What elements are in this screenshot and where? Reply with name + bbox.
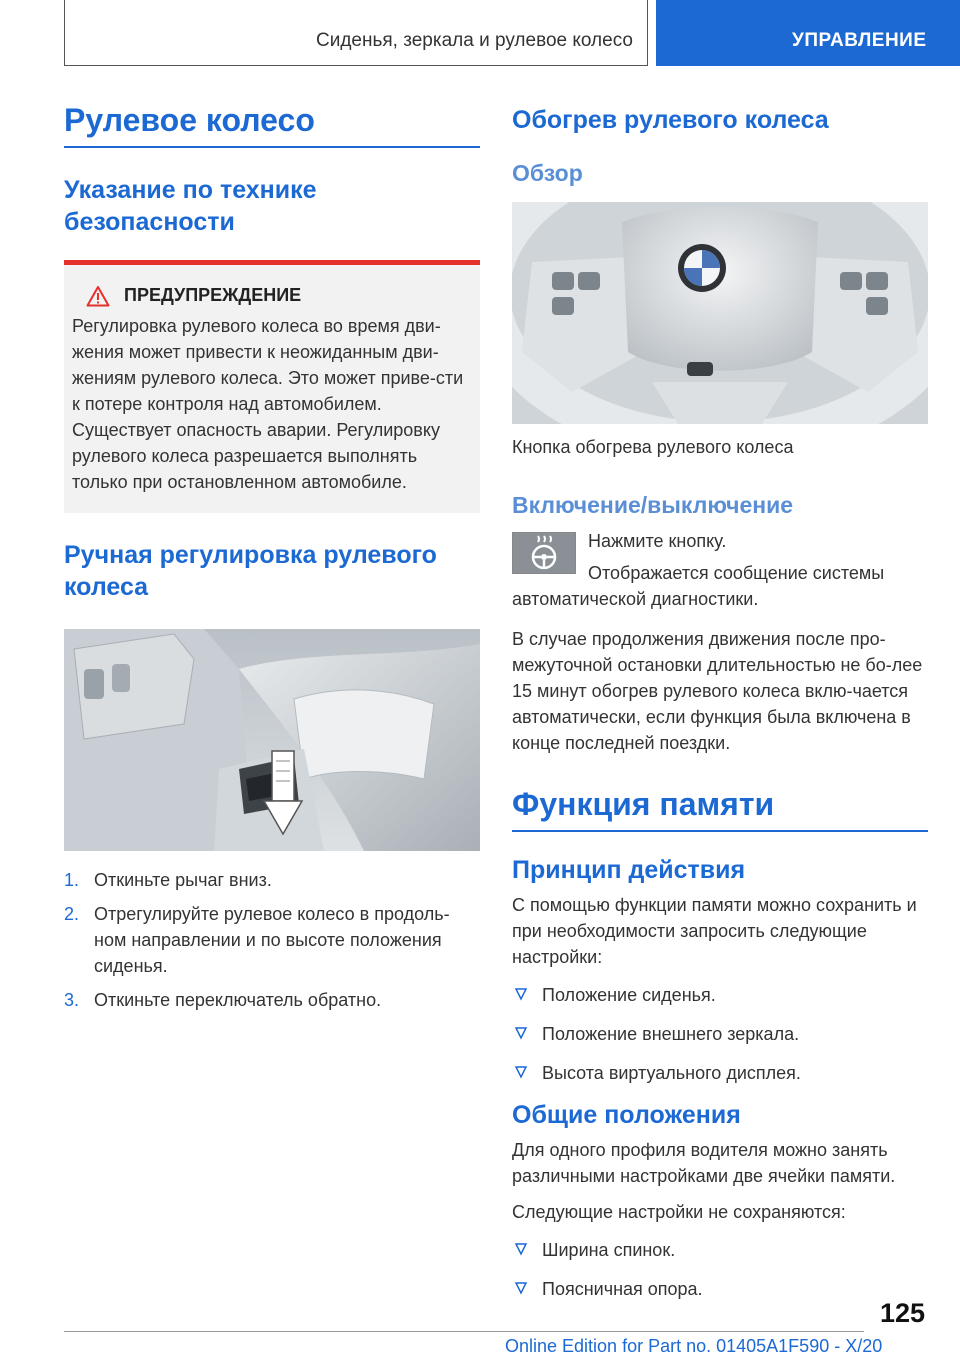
list-item: Положение внешнего зеркала.	[512, 1021, 928, 1048]
triangle-bullet-icon	[512, 1021, 542, 1048]
auto-heating-paragraph: В случае продолжения движения после про-межуточной остановки длительностью не бо-лее 15 минут обогрев рулевого колеса вклю-чается автоматически, если функция была включена в конце последней поездки.	[512, 629, 923, 753]
list-item: Высота виртуального дисплея.	[512, 1060, 928, 1087]
footer-edition: Online Edition for Part no. 01405A1F590 - X/20	[505, 1336, 883, 1356]
steering-column-lever-image	[64, 629, 480, 851]
title-rule	[64, 146, 480, 148]
warning-title: ПРЕДУПРЕЖДЕНИЕ	[124, 285, 302, 305]
list-item: 3. Откиньте переключатель обратно.	[64, 989, 382, 1010]
memory-title-rule	[512, 830, 928, 832]
not-saved-text: Следующие настройки не сохраняются:	[512, 1201, 846, 1222]
not-saved-list	[512, 1237, 928, 1303]
list-item: 2. Отрегулируйте рулевое колесо в продоль-ном направлении и по высоте положения сиденья.	[64, 903, 450, 976]
image-caption: Кнопка обогрева рулевого колеса	[512, 437, 794, 457]
principle-heading: Принцип действия	[512, 855, 746, 884]
memory-function-title: Функция памяти	[512, 786, 775, 822]
list-item: 1. Откиньте рычаг вниз.	[64, 869, 272, 890]
safety-heading: Указание по технике безопасности	[64, 175, 317, 236]
list-item: Ширина спинок.	[512, 1237, 928, 1264]
header-section-box	[64, 0, 648, 66]
general-text: Для одного профиля водителя можно занять различными настройками две ячейки памяти.	[512, 1139, 896, 1186]
diagnostic-message-text: Отображается сообщение системы автоматической диагностики.	[512, 563, 885, 609]
overview-heading: Обзор	[512, 160, 583, 186]
general-heading: Общие положения	[512, 1100, 741, 1129]
manual-adjust-heading: Ручная регулировка рулевого колеса	[64, 540, 437, 601]
steering-wheel-image	[512, 202, 928, 424]
header-section-title: Сиденья, зеркала и рулевое колесо	[316, 30, 633, 51]
press-button-text: Нажмите кнопку.	[588, 531, 727, 551]
warning-box	[64, 260, 480, 513]
triangle-bullet-icon	[512, 1060, 542, 1087]
principle-text: С помощью функции памяти можно сохранить и при необходимости запросить следующие настройки:	[512, 894, 917, 967]
heating-title: Обогрев рулевого колеса	[512, 106, 829, 134]
triangle-bullet-icon	[512, 1237, 542, 1264]
list-item: Положение сиденья.	[512, 982, 928, 1009]
warning-triangle-icon	[86, 285, 110, 307]
warning-text: Регулировка рулевого колеса во время дви-жения может привести к неожиданным дви-жениям рулевого колеса. Это может приве-сти к потере контроля над автомобилем. Существует опасность аварии. Регулировку рулевого колеса разрешается выполнять только при остановленном автомобиле.	[72, 315, 464, 492]
adjust-steps-list	[64, 867, 480, 1013]
header-chapter-title: УПРАВЛЕНИЕ	[792, 30, 927, 51]
triangle-bullet-icon	[512, 1276, 542, 1303]
on-off-heading: Включение/выключение	[512, 492, 794, 518]
heated-steering-button-icon	[512, 532, 576, 574]
heating-button-block	[512, 528, 928, 612]
triangle-bullet-icon	[512, 982, 542, 1009]
left-column	[64, 100, 480, 1021]
memory-settings-list	[512, 982, 928, 1087]
header-chapter-box	[656, 0, 960, 66]
steering-wheel-title: Рулевое колесо	[64, 102, 315, 138]
warning-title-row	[72, 285, 472, 307]
list-item: Поясничная опора.	[512, 1276, 928, 1303]
page-number: 125	[880, 1298, 926, 1328]
right-column	[512, 100, 928, 1315]
footer-rule	[64, 1331, 864, 1332]
